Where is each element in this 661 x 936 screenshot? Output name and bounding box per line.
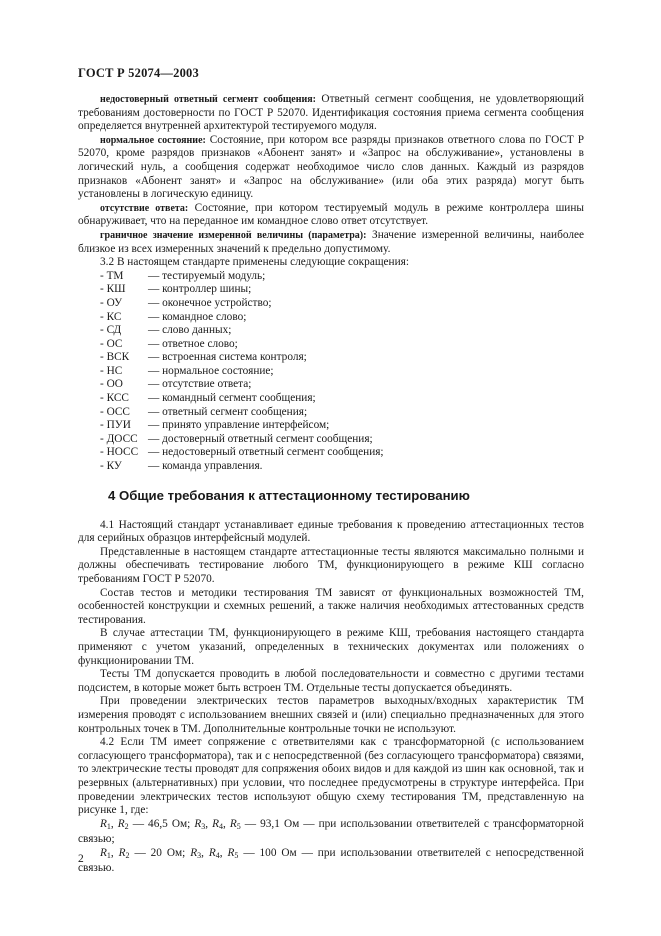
definition-text: Ответный сегмент сообщения, не удовлетворяющий требованиям достоверности по ГОСТ Р 52070. Идентификация состояния приема сегмента сообщения определяется внутренней архитектурой тестируемого модуля. [78, 93, 584, 133]
definition-term: граничное значение измеренной величины (параметра): [100, 229, 367, 241]
list-item [100, 351, 584, 365]
abbr-code: - ОСС [100, 405, 130, 418]
abbr-desc: — оконечное устройство; [148, 296, 272, 309]
abbr-desc: — отсутствие ответа; [148, 378, 252, 391]
list-item [100, 378, 584, 392]
abbr-code: - КСС [100, 392, 129, 405]
list-item [100, 324, 584, 338]
definition-no-response [78, 202, 584, 229]
list-item [100, 460, 584, 474]
paragraph: 4.2 Если ТМ имеет сопряжение с ответвителями как с трансформаторной (с использованием согласующего трансформатора), так и с непосредственной (без согласующего трансформатора) связями, то электрические тесты проводят для сопряжения обоих видов и для каждой из шин как основной, так и резервных (альтернативных) при условии, что последнее предусмотрены в структуре интерфейса. При проведении электрических тестов используют общую схему тестирования ТМ, представленную на рисунке 1, где: [78, 736, 584, 817]
abbr-code: - НОСС [100, 446, 139, 459]
abbr-code: - ОС [100, 337, 123, 350]
abbr-code: - КС [100, 310, 122, 323]
document-header: ГОСТ Р 52074—2003 [78, 66, 199, 80]
definition-text: Значение измеренной величины, наиболее близкое из всех измеренных значений к предельно допустимому. [78, 228, 584, 255]
paragraph: 4.1 Настоящий стандарт устанавливает единые требования к проведению аттестационных тестов для серийных образцов интерфейсный модулей. [78, 518, 584, 545]
definition-term: отсутствие ответа: [100, 202, 189, 214]
list-item [100, 406, 584, 420]
definition-boundary-value [78, 229, 584, 256]
abbr-desc: — достоверный ответный сегмент сообщения; [148, 432, 373, 445]
list-item [100, 365, 584, 379]
list-item [100, 433, 584, 447]
definition-text: Состояние, при котором тестируемый модуль в режиме контроллера шины обнаруживает, что на переданное им командное слово ответ отсутствует. [78, 201, 584, 228]
paragraph: Представленные в настоящем стандарте аттестационные тесты являются максимально полными и должны обеспечивать тестирование любого ТМ, функционирующего в режиме КШ согласно требованиям ГОСТ Р 52070. [78, 545, 584, 585]
list-item [100, 270, 584, 284]
abbr-desc: — командный сегмент сообщения; [148, 392, 316, 405]
paragraph: В случае аттестации ТМ, функционирующего в режиме КШ, требования настоящего стандарта применяют с учетом указаний, определенных в технических документах или положениях о функционировании ТМ. [78, 627, 584, 667]
abbr-desc: — тестируемый модуль; [148, 269, 266, 282]
abbr-desc: — команда управления. [148, 460, 263, 473]
abbr-desc: — ответный сегмент сообщения; [148, 405, 308, 418]
abbr-code: - СД [100, 324, 122, 337]
abbr-code: - НС [100, 364, 123, 377]
formula-direct: $R_1$, $R_2$ — 20 Ом; $R_3$, $R_4$, $R_5$ — 100 Ом — при использовании ответвителей с непосредственной связью. [78, 846, 584, 875]
abbr-code: - КУ [100, 460, 122, 473]
list-item [100, 283, 584, 297]
abbr-desc: — командное слово; [148, 310, 247, 323]
abbr-desc: — ответное слово; [148, 337, 238, 350]
abbr-code: - ДОСС [100, 432, 138, 445]
list-item [100, 392, 584, 406]
paragraph: Тесты ТМ допускается проводить в любой последовательности и совместно с другими тестами подсистем, в которые может быть встроен ТМ. Отдельные тесты допускается объединять. [78, 668, 584, 694]
list-item [100, 446, 584, 460]
paragraph: Состав тестов и методики тестирования ТМ зависят от функциональных возможностей ТМ, особенностей конструкции и схемных решений, а также наличия необходимых аттестованных средств тестирования. [78, 586, 584, 626]
abbr-desc: — нормальное состояние; [148, 364, 274, 377]
abbr-code: - ВСК [100, 351, 130, 364]
abbr-code: - ОУ [100, 296, 123, 309]
list-item [100, 311, 584, 325]
definition-normal-state [78, 134, 584, 202]
definition-text: Состояние, при котором все разряды признаков ответного слова по ГОСТ Р 52070, кроме разрядов признаков «Абонент занят» и «Запрос на обслуживание», установлены в логический нуль, а сообщения содержат необходимое число слов данных. Каждый из разрядов признаков «Абонент занят» и «Запрос на обслуживание» (или оба этих разряда) могут быть установлены в логическую единицу. [78, 133, 584, 201]
page-number: 2 [78, 853, 84, 865]
abbreviations-intro: 3.2 В настоящем стандарте применены следующие сокращения: [100, 256, 409, 269]
list-item [100, 419, 584, 433]
abbr-desc: — принято управление интерфейсом; [148, 419, 330, 432]
abbr-code: - ОО [100, 378, 123, 391]
formula-transformer: $R_1$, $R_2$ — 46,5 Ом; $R_3$, $R_4$, $R_5$ — 93,1 Ом — при использовании ответвителей с трансформаторной связью; [78, 817, 584, 846]
abbr-desc: — слово данных; [148, 324, 232, 337]
definition-invalid-response [78, 93, 584, 134]
abbr-code: - ПУИ [100, 419, 131, 432]
list-item [100, 297, 584, 311]
list-item [100, 338, 584, 352]
document-body [78, 93, 584, 876]
abbr-desc: — недостоверный ответный сегмент сообщения; [148, 446, 384, 459]
abbr-code: - КШ [100, 283, 126, 296]
definition-term: нормальное состояние: [100, 134, 206, 146]
definition-term: недостоверный ответный сегмент сообщения: [100, 94, 316, 105]
section-title: 4 Общие требования к аттестационному тестированию [108, 487, 470, 503]
abbr-code: - ТМ [100, 269, 124, 282]
abbr-desc: — встроенная система контроля; [148, 351, 307, 364]
paragraph: При проведении электрических тестов параметров выходных/входных характеристик ТМ измерения проводят с использованием внешних связей и (или) специально предназначенных для этого контрольных точек в ТМ. Дополнительные контрольные точки не используют. [78, 695, 584, 735]
abbr-desc: — контроллер шины; [148, 283, 252, 296]
abbreviations-list [100, 270, 584, 474]
